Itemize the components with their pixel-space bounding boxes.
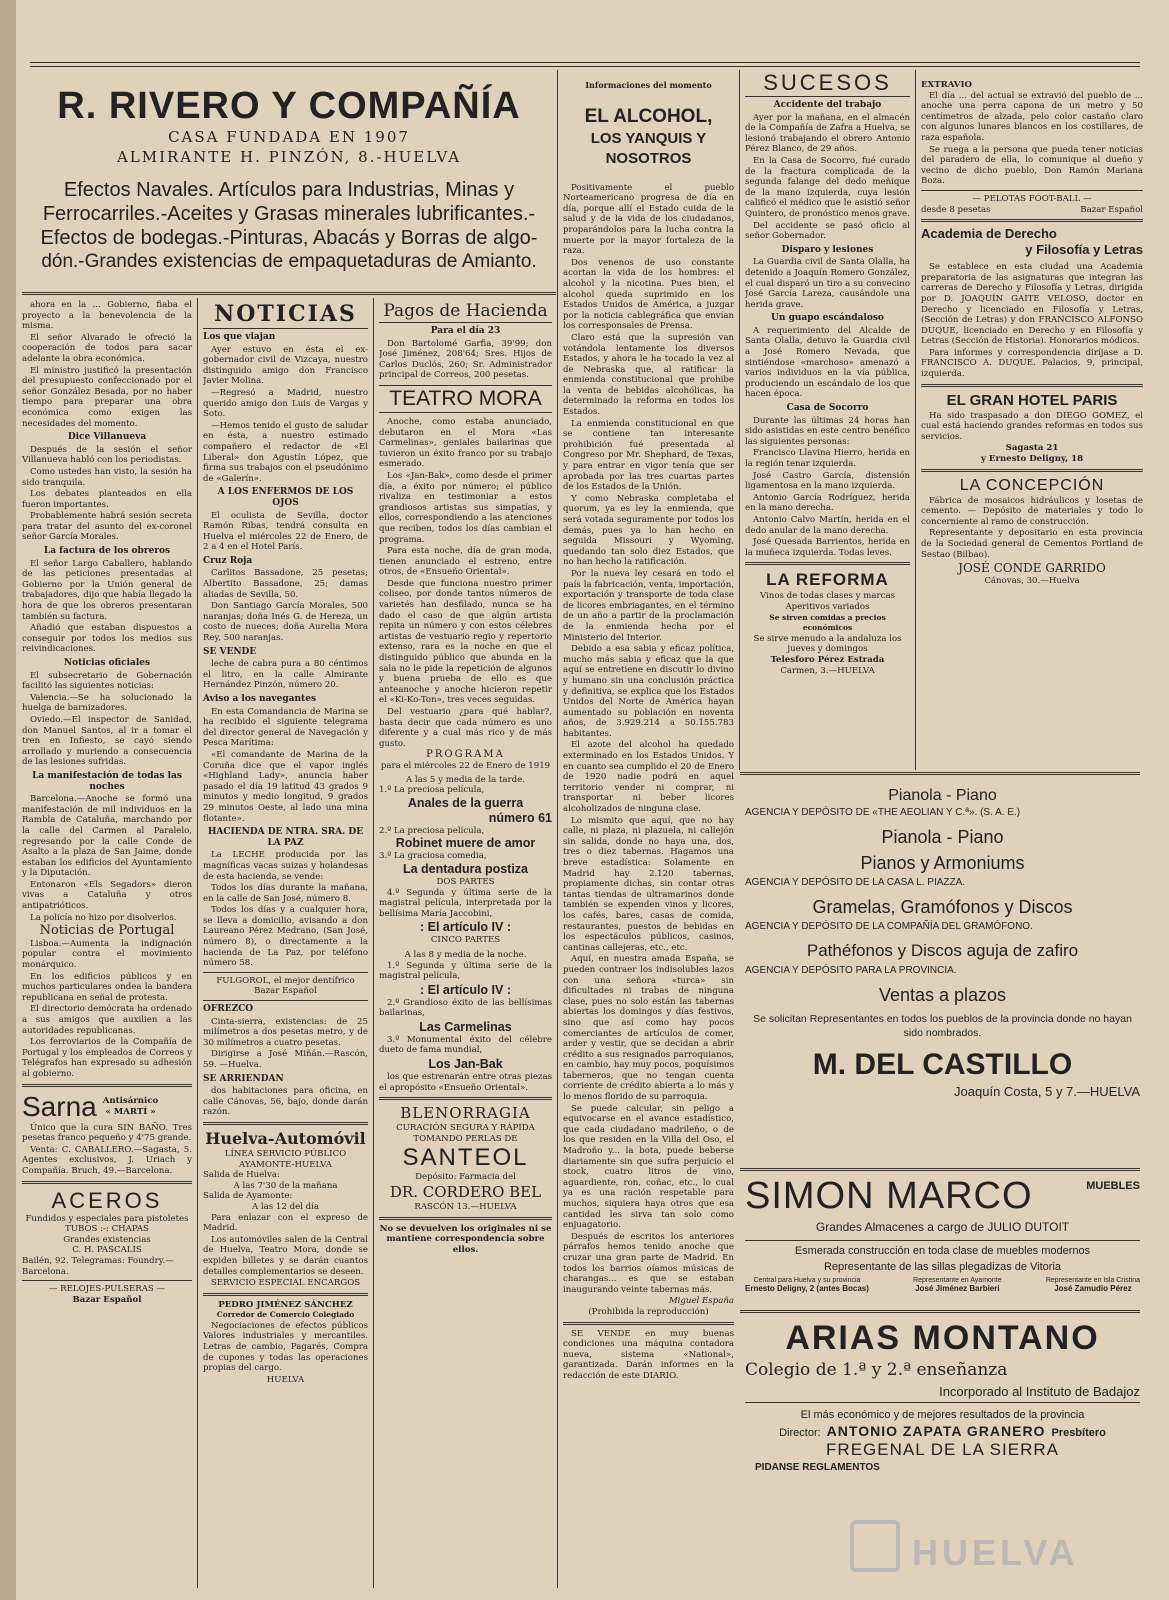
col5-h2: Disparo y lesiones: [781, 244, 874, 255]
reforma-ad: [745, 569, 910, 676]
col5-p3: Del accidente se pasó oficio al señor Gobernador.: [745, 220, 910, 242]
rivero-ad: [22, 84, 556, 284]
archive-watermark: [850, 1518, 1140, 1578]
col1-p7: Probablemente habrá sesión secreta para tratar del asunto del ex-coronel señor García Morales.: [22, 511, 192, 543]
col3-p7: los que estrenarán entre otras piezas el apropósito «Ensueño Oriental».: [379, 1072, 552, 1093]
col4-p1: Positivamente el pueblo Norteamericano progresa de día en día, porque allí el Estado cuida de la salud y de la vida de los ciudadanos, proparándolos para la lucha contra la muerte por la mayor fortaleza de la raza.: [563, 182, 734, 257]
arias-ad: [745, 1318, 1140, 1518]
col2-p10: La LECHE producida por las magníficas vacas suizas y holandesas de esta hacienda, se vende:: [203, 850, 368, 882]
top-rule: [30, 62, 1140, 67]
sarna-side2: « MARTÍ »: [105, 1106, 156, 1117]
item-6: 2.º Grandioso éxito de las bellísimas bailarinas,: [379, 997, 552, 1019]
aceros-ad: [22, 1188, 192, 1278]
auto-p1: Para enlazar con el expreso de Madrid.: [203, 1212, 368, 1234]
pjs-l2: HUELVA: [266, 1374, 305, 1385]
col1-p1: ahora en la ... Gobierno, fiaba el proyecto a la benevolencia de la misma.: [22, 300, 192, 332]
col2-h2: A LOS ENFERMOS DE LOS OJOS: [217, 487, 354, 508]
col2-p3: —Hemos tenido el gusto de saludar en ésta, a nuestro estimado compañero el redactor de «El Liberal» don Agustín López, que firma sus trabajos con el pseudónimo de «Galerín».: [203, 420, 368, 484]
col3-p1: Don Bartolomé Garfia, 39'99; don José Jiménez, 208'64; Sres. Hijos de Carlos Duclós, 260; Sr. Administrador principal de Correos, 200 pesetas.: [379, 338, 552, 381]
blen-l2: TOMANDO PERLAS DE: [413, 1133, 518, 1144]
col3-p4: Para esta noche, día de gran moda, tienen anunciado el estreno, entre otros, de «Ensueño Oriental».: [379, 546, 552, 578]
reforma-l6: Carmen, 3.—HUELVA: [780, 665, 875, 676]
pjs-p1: Negociaciones de efectos públicos Valores industriales y mercantiles. Letras de cambio, Pagarés, Compra de cupones y todas las operaciones propias del cargo.: [203, 1320, 368, 1374]
header-ad-bottom-rule: [22, 292, 556, 295]
col1-h2: La factura de los obreros: [43, 546, 171, 557]
col4-p9: Lo mismito que aquí, que no hay calle, ni plaza, ni plazuela, ni callejón sin salida, donde no haya una, dos, tres o diez tabernas. Hagamos una breve estadística: Solamente en Madrid hay 2.120 tabernas, propiamente dichas, sin contar otras tantas tiendas de ultramarinos donde también se expenden vinos y licores, los cafés, bares, casas de comida, restaurantes, puestos de bebidas en los espectáculos públicos, casinos, cantinas callejeras, etc., etc.: [563, 815, 734, 953]
blen-l5: DR. CORDERO BEL: [389, 1183, 542, 1202]
scan-margin: [0, 0, 16, 1600]
col1-p4: Después de la sesión el señor Villanueva habló con los periodistas.: [22, 444, 192, 466]
col2-p5: Carlitos Bassadone, 25 pesetas; Albertito Bassadone, 25; damas aliadas de Sevilla, 50.: [203, 568, 368, 600]
notice: No se devuelven los originales ni se mantiene correspondencia sobre ellos.: [379, 1223, 552, 1255]
rule-5: [915, 70, 916, 770]
film-3b: DOS PARTES: [436, 876, 495, 887]
blen-l1: CURACIÓN SEGURA Y RÁPIDA: [396, 1123, 535, 1134]
hotel-title: EL GRAN HOTEL PARIS: [946, 391, 1118, 409]
simon-l1: Esmerada construcción en toda clase de muebles modernos: [745, 1240, 1140, 1259]
arias-economico: El más económico y de mejores resultados de la provincia: [800, 1409, 1085, 1421]
col6-divider3: [921, 384, 1143, 387]
film-7: Los Jan-Bak: [428, 1057, 503, 1072]
arias-colegio: Colegio de 1.ª y 2.ª enseñanza: [745, 1360, 1008, 1380]
rep1-heading: Central para Huelva y su provincia: [753, 1277, 861, 1284]
rivero-founded: CASA FUNDADA EN 1907: [168, 128, 410, 146]
col4-author: Miguel España: [668, 1296, 734, 1307]
col1-p15: La policía no hizo por disolverlos.: [30, 912, 177, 923]
alcohol-title-1: EL ALCOHOL,: [584, 105, 713, 127]
film-1b: número 61: [488, 810, 552, 825]
col1-p14: Entonaron «Els Segadors» dieron vivas a Cataluña y otros antipatrióticos.: [22, 879, 192, 912]
extravio-title: EXTRAVIO: [921, 80, 972, 90]
fulgorol-sub: Bazar Español: [254, 986, 317, 997]
col1-divider: [22, 1084, 192, 1087]
rep2-heading: Representante en Ayamonte: [913, 1277, 1002, 1284]
column-5: [745, 70, 910, 770]
auto-title: Huelva-Automóvil: [205, 1128, 366, 1148]
col5-h1: Accidente del trabajo: [773, 100, 882, 110]
col1-h5: Noticias de Portugal: [39, 923, 175, 939]
reforma-l4: Se sirve menudo a la andaluza los jueves y domingos: [753, 633, 902, 655]
relojes-ad: — RELOJES-PULSERAS —: [48, 1284, 166, 1295]
col4-p10: Aquí, en nuestra amada España, se pueden contraer los indisolubles lazos con una señora «turca» sin dificultades ni trabas de ninguna clase, pues no solo están las tabernas abiertas los domingos y días festivos, sino que así como hay pocos comerciantes de artículos de comer, arder y vestir, que se decidan a abrir crédito a sus resignados parroquianos, en cambio, hay muy pocos, poquísimos taberneros, que no tengan cuenta corriente de crédito abierta a lo más y lo menos florido de su parroquia.: [563, 954, 734, 1103]
col1-p6: Los debates planteados en ella fueron importantes.: [22, 489, 192, 510]
auto-l7: SERVICIO ESPECIAL ENCARGOS: [210, 1278, 361, 1289]
col2-h1: Los que viajan: [203, 332, 276, 342]
col2-p4: El oculista de Sevilla, doctor Ramón Ribas, tendrá consulta en Huelva el miércoles 22 de Enero, de 2 a 4 en el Hotel París.: [203, 510, 368, 553]
col4-p8: El azote del alcohol ha quedado exterminado en los Estados Unidos. Y en cuanto sea cumplido el 20 de Enero de 1920 nadie podrá en aquel territorio vender ni comprar, ni transportar ni beber licores alcoholizados de ninguna clase.: [563, 740, 734, 815]
reforma-l5: Telesforo Pérez Estrada: [770, 654, 885, 665]
col2-p13: Cinta-sierra, existencias: de 25 milímetros a dos pesetas metro, y de 30 milímetros a cuatro pesetas.: [203, 1016, 368, 1048]
alcohol-kicker: Informaciones del momento: [585, 80, 712, 90]
piazza-ad: [745, 786, 1140, 1161]
col5-divider: [745, 562, 910, 565]
hotel-p: Ha sido traspasado a don DIEGO GOMEZ, el cual está haciendo grandes reformas en todos sus servicios.: [921, 410, 1143, 442]
col3-divider: [379, 1097, 552, 1100]
col2-p12: Todos los días y a cualquier hora, se lleva a domicilio, avisando a don Laureano Pérez Medrano, (San José, número 8), o directamente a la hacienda de La Paz, por teléfono número 58.: [203, 905, 368, 969]
col5-p7: Francisco Llavina Hierro, herida en la región tenar izquierda.: [745, 448, 910, 469]
col5-p5: A requerimiento del Alcalde de Santa Olalla, detuvo la Guardia civil a José Romero Nevada, que sintiéndose «marchoso» amenazó a varios individuos en la vía pública, produciendo un escándalo de los que hacen época.: [745, 325, 910, 400]
rep3-heading: Representante en Isla Cristina: [1045, 1277, 1140, 1284]
simon-l2: Representante de las sillas plegadizas de Vitoria: [823, 1261, 1062, 1273]
col5-p4: La Guardia civil de Santa Olalla, ha detenido a Joaquín Romero González, el cual disparó un tiro a su convecino José García Lareza, causándole una herida grave.: [745, 257, 910, 310]
col5-p10: Antonio Calvo Martín, herida en el dedo anular de la mano derecha.: [745, 514, 910, 536]
column-1: [22, 300, 192, 1590]
col2-p14: Dirigirse a José Miñán.—Rascón, 59. —Huelva.: [203, 1049, 368, 1070]
simon-muebles: MUEBLES: [1086, 1180, 1140, 1192]
academia-title-2: y Filosofía y Letras: [1025, 242, 1143, 258]
rivero-line1: Efectos Navales. Artículos para Industrias, Minas y: [63, 179, 515, 201]
academia-p1: Se establece en esta ciudad una Academia preparatoria de las asignaturas que integran las carreras de Derecho y Filosofía y Letras, dirigida por D. JOAQUÍN GAITE VELOSO, doctor en Derecho y licenciado en Filosofía y Letras, (Sección de Letras) y don FRANCISCO ALFONSO DUQUE, licenciado en Derecho y en Filosofía y Letras (Sección de Historia). Honorarios módicos.: [921, 262, 1143, 347]
session-1: A las 5 y media de la tarde.: [405, 774, 525, 785]
sarna-ad: [22, 1091, 192, 1177]
hotel-addr-1: Sagasta 21: [1005, 443, 1059, 454]
reforma-l3: Se sirven comidas a precios económicos: [769, 612, 886, 633]
pathe: Pathéfonos y Discos aguja de zafiro: [806, 941, 1079, 960]
col5-h4: Casa de Socorro: [786, 403, 869, 414]
programa-title: PROGRAMA: [426, 749, 505, 761]
rivero-line2: Ferrocarriles.-Aceites y Grasas minerales lubrificantes.-: [42, 203, 536, 225]
sarna-side1: Antisárnico: [102, 1095, 159, 1106]
session-2: A las 8 y media de la noche.: [404, 949, 527, 960]
col1-p2: El señor Alvarado le ofreció la cooperación de todos para sacar adelante la obra económica.: [22, 332, 192, 364]
director-title: Presbítero: [1051, 1427, 1106, 1439]
col6-p2: Se ruega a la persona que pueda tener noticias del paradero de ella, lo comunique al dueño y vecino de dicho pueblo, Don Ramón Mariana Boza.: [921, 144, 1143, 187]
rule-3: [557, 70, 558, 1588]
pjs-title: PEDRO JIMÉNEZ SÁNCHEZ: [218, 1299, 353, 1310]
castillo-rule: [740, 1168, 1140, 1171]
relojes-sub: Bazar Español: [72, 1294, 142, 1305]
film-3: La dentadura postiza: [402, 861, 529, 876]
col3-p6: Del vestuario ¿para qué hablar?, basta decir que cada número es uno diferente y a cual más rico y de más gusto.: [379, 707, 552, 749]
col3-p2: Anoche, como estaba anunciado, debutaron en el Mora «Las Carmelinas», geniales bailarinas que tuvieron un éxito franco por su trabajo esmerado.: [379, 416, 552, 470]
col2-divider2: [203, 1000, 368, 1001]
col1-p10: El subsecretario de Gobernación facilitó las siguientes noticias:: [22, 670, 192, 692]
col6-divider4: [921, 469, 1143, 472]
ventas: Ventas a plazos: [878, 985, 1007, 1005]
col3-p5: Desde que funciona nuestro primer coliseo, por donde tantos números de varietés han desfilado, nunca se ha dado el caso de que algún artista repita un número y con estos célebres artistas de vestuario regio y repertorio extenso, rara es la noche en que el distinguido público que abunda en la sala no le pide la repetición de algunos y buena prueba de ello es que anteanoche y anoche hicieron repetir el «Ki-Ko-Ton», tres veces seguidas.: [379, 578, 552, 706]
item-1: 1.º La preciosa película,: [379, 785, 485, 796]
col1-p3: El ministro justificó la presentación del presupuesto confeccionado por el señor González Besada, por no haber tiempo para preparar una obra económica como exigen las necesidades del momento.: [22, 365, 192, 429]
archive-watermark-icon: [850, 1520, 900, 1572]
film-5: : El artículo IV :: [420, 982, 511, 997]
col4-p5: Y como Nebraska completaba el quorum, ya es ley la enmienda, que será votada seguramente por todos los demás, pues ya lo han hecho en seguida Missouri y Wyoming, quedando tan solo diez Estados, que no han hecho la ratificación.: [563, 493, 734, 568]
fulgorol-ad: FULGOROL, el mejor dentífrico: [216, 975, 355, 986]
reforma-title: LA REFORMA: [766, 570, 889, 590]
col1-p9: Añadió que estaban dispuestos a conseguir por todos los medios sus reivindicaciones.: [22, 623, 192, 655]
pelotas-title: — PELOTAS FOOT-BALL —: [972, 193, 1092, 204]
col6-p1: El día ... del actual se extravió del pueblo de ... anoche una perra capona de un metro y 50 centímetros de alzada, pelo color castaño claro con algunos lunares blancos en los costillares, de raza española.: [921, 90, 1143, 143]
arias-fregenal: FREGENAL DE LA SIERRA: [826, 1440, 1059, 1459]
blen-title: BLENORRAGIA: [400, 1104, 531, 1123]
item-3: 3.º La graciosa comedia,: [379, 851, 487, 862]
col1-p17: En los edificios públicos y en muchos particulares ondea la bandera republicana en señal de protesta.: [22, 971, 192, 1003]
blen-l3: SANTEOL: [402, 1144, 529, 1172]
rule-2: [373, 298, 374, 1588]
teatro-title: TEATRO MORA: [379, 385, 552, 413]
director-name: ANTONIO ZAPATA GRANERO: [826, 1423, 1046, 1439]
pianos: Pianos y Armoniums: [860, 853, 1025, 873]
column-3: [379, 300, 552, 1590]
aceros-l2: TUBOS :-: CHAPAS: [65, 1224, 149, 1235]
pianola-1: Pianola - Piano: [888, 787, 997, 804]
col1-p11: Valencia.—Se ha solucionado la huelga de barnizadores.: [22, 692, 192, 714]
reforma-l2: Aperitivos variados: [785, 601, 870, 612]
concepcion-addr: Cánovas, 30.—Huelva: [984, 576, 1080, 587]
col1-p16: Lisboa.—Aumenta la indignación popular contra el movimiento monárquico.: [22, 938, 192, 971]
arias-title: ARIAS MONTANO: [785, 1319, 1100, 1357]
col2-h5: Aviso a los navegantes: [203, 694, 317, 704]
film-1: Anales de la guerra: [407, 795, 524, 810]
col3-p3: Los «Jan-Bak», como desde el primer día, a éxito por número; el público rivaliza en testimoniar a estos grandiosos artistas sus simpatías, y ellos, correspondiendo a las atenciones que reciben, todos los días cambian el programa.: [379, 470, 552, 545]
hotel-addr-2: y Ernesto Deligny, 18: [980, 454, 1084, 465]
col4-p4: La enmienda constitucional en que se contiene tan interesante prohibición fué presentada al Congreso por Mr. Shephard, de Texas, y para entrar en vigor tenía que ser aprobada por las tres cuartas partes de los Estados de la Unión.: [563, 418, 734, 493]
aceros-l5: Bailén, 92. Telegramas: Foundry.— Barcelona.: [22, 1255, 174, 1277]
col3-h1: Para el día 23: [430, 326, 501, 336]
gramelas: Gramelas, Gramófonos y Discos: [812, 897, 1073, 917]
pagos-title: Pagos de Hacienda: [379, 300, 552, 323]
auto-l5: Salida de Ayamonte:: [203, 1191, 293, 1202]
col5-p6: Durante las últimas 24 horas han sido asistidas en este centro benéfico las siguientes personas:: [745, 415, 910, 447]
col5-p8: José Castro García, distensión ligamentosa en la mano izquierda.: [745, 470, 910, 492]
sarna-p2: Venta: C. CABALLERO.—Sagasta, 5. Agentes exclusivos, J. Uriach y Compañía. Bruch, 49.—Barcelona.: [22, 1144, 192, 1176]
col2-p6: Don Santiago García Morales, 500 naranjas; doña Inés G. de Hereza, un costo de nueces; doña Aurelia Mora Rey, 500 naranjas.: [203, 601, 368, 644]
reforma-l1: Vinos de todas clases y marcas: [759, 591, 895, 602]
rivero-company: R. RIVERO Y COMPAÑÍA: [57, 85, 521, 127]
sucesos-title: SUCESOS: [745, 70, 910, 97]
col5-p2: En la Casa de Socorro, fué curado de la fractura complicada de la segunda falange del dedo meñique de la mano izquierda, cuya lesión calificó el médico que le asistió señor Quintero, de pronóstico menos grave.: [745, 155, 910, 219]
col4-p2: Dos venenos de uso constante acortan la vida de los hombres: el alcohol y la nicotina. Pues bien, el alcohol queda suprimido en los Estados Unidos de América, a juzgar por la noticia cablegráfica que envían los corresponsales de Prensa.: [563, 257, 734, 332]
col2-h7: OFREZCO: [203, 1004, 254, 1015]
column-2: [203, 300, 368, 1590]
col1-p12: Oviedo.—El inspector de Sanidad, don Manuel Santos, al ir a tomar el tren en Infiesto, se cayó siendo arrollado y muriendo a consecuencia de las lesiones sufridas.: [22, 714, 192, 768]
col1-p18: El directorio demócrata ha ordenado a sus amigos que auxilien a las autoridades republicanas.: [22, 1004, 192, 1036]
sarna-title: Sarna: [22, 1090, 97, 1122]
col4-divider: [563, 1322, 734, 1325]
col5-h3: Un guapo escándaloso: [771, 313, 884, 324]
col5-p9: Antonio García Rodríguez, herida en la mano derecha.: [745, 492, 910, 514]
col2-divider4: [203, 1293, 368, 1296]
solicitan: Se solicitan Representantes en todos los pueblos de la provincia donde no hayan sido nombrados.: [753, 1013, 1132, 1039]
col2-p11: Todos los días durante la mañana, en la calle de San José, número 8.: [203, 883, 368, 904]
col1-p5: Como ustedes han visto, la sesión ha sido tranquila.: [22, 466, 192, 488]
col2-h3: Cruz Roja: [203, 555, 253, 566]
column-6: [921, 80, 1143, 770]
col4-sevende: SE VENDE en muy buenas condiciones una máquina contadora nueva, sistema «National», garantizada. Darán informes en la redacción de este DIARIO.: [563, 1328, 734, 1381]
pjs-ad: [203, 1300, 368, 1386]
watermark-text: HUELVA: [912, 1532, 1079, 1573]
aceros-l1: Fundidos y especiales para pistoletes: [25, 1213, 189, 1224]
auto-l2: AYAMONTE-HUELVA: [238, 1159, 333, 1170]
academia-p2: Para informes y correspondencia diríjase a D. FRANCISCO A. DUQUE. Palacios, 9, principal, izquierda.: [921, 347, 1143, 380]
aceros-title: ACEROS: [51, 1187, 163, 1213]
agency-3: AGENCIA Y DEPÓSITO DE LA COMPAÑÍA DEL GRAMÓFONO.: [745, 921, 1033, 932]
alcohol-title-2: LOS YANQUIS Y NOSOTROS: [590, 129, 707, 167]
column-4: [563, 80, 734, 1588]
auto-l1: LÍNEA SERVICIO PÚBLICO: [224, 1148, 347, 1159]
rep3: José Zamudio Pérez: [1054, 1284, 1132, 1293]
simon-ad: [745, 1174, 1140, 1342]
film-4b: CINCO PARTES: [430, 935, 501, 946]
auto-p2: Los automóviles salen de la Central de Huelva, Teatro Mora, donde se expiden billetes y se darán cuantos detalles complementarios se deseen.: [203, 1234, 368, 1277]
blenorragia-ad: [379, 1104, 552, 1212]
blen-l6: RASCÓN 13.—HUELVA: [414, 1202, 517, 1213]
col4-p7: Debido a esa sabia y eficaz política, mucho más sabia y eficaz que la que aquí se entretiene en discutir lo divino y humano sin una conclusión práctica y definitiva, se explica que los Estados Unidos del Norte de América hayan aumentado su población en noventa años, de 3.929.214 a 50.155.783 habitantes.: [563, 644, 734, 739]
pelotas-store: Bazar Español: [1080, 204, 1143, 215]
rep2: José Jiménez Barbieri: [915, 1284, 1000, 1293]
simon-title: SIMON MARCO: [745, 1175, 1033, 1217]
agency-4: AGENCIA Y DEPÓSITO PARA LA PROVINCIA.: [745, 965, 957, 976]
pjs-l1: Corredor de Comercio Colegiado: [216, 1310, 355, 1320]
col4-repro: (Prohibida la reproducción): [588, 1306, 709, 1317]
pelotas-price: desde 8 pesetas: [921, 204, 991, 215]
castillo-name: M. DEL CASTILLO: [812, 1048, 1073, 1081]
director-label: Director:: [779, 1427, 821, 1439]
sarna-p1: Único que la cura SIN BAÑO. Tres pesetas franco pequeño y 4'75 grande.: [22, 1122, 192, 1144]
col1-h4: La manifestación de todas las noches: [32, 770, 182, 792]
col2-h8: SE ARRIENDAN: [203, 1073, 284, 1084]
item-5: 1.º Segunda y última serie de la magistral película,: [379, 960, 552, 982]
col6-divider2: [921, 219, 1143, 222]
rivero-line3: Efectos de bodegas.-Pinturas, Abacás y Borras de algo-: [40, 227, 538, 249]
auto-l3: Salida de Huelva:: [203, 1170, 280, 1181]
col2-p2: —Regresó a Madrid, nuestro querido amigo don Luis de Vargas y Soto.: [203, 387, 368, 420]
noticias-title: NOTICIAS: [203, 300, 368, 329]
rule-4: [739, 70, 740, 770]
rep1: Ernesto Deligny, 2 (antes Bocas): [745, 1284, 869, 1293]
col2-divider3: [203, 1122, 368, 1125]
right-ads-top-rule: [740, 772, 1140, 775]
col1-p13: Barcelona.—Anoche se formó una manifestación de mil individuos en la Rambla de Cataluña, marchando por la calle del Carmen al Paralelo, regresando por la calle Conde de Asalto a la plaza de San Jaime, donde estaban los edificios del Ayuntamiento y la Diputación.: [22, 794, 192, 879]
col1-p8: El señor Largo Caballero, hablando de las peticiones presentadas al Gobierno por la Unión general de trabajadores, dijo que había llegado la hora de que los obreros presentaran también su factura.: [22, 558, 192, 622]
col1-divider3: [22, 1280, 192, 1281]
concepcion-name: JOSÉ CONDE GARRIDO: [958, 561, 1106, 576]
concepcion-p2: Representante y depositario en esta provincia de la Sociedad general de Cementos Portland de Sestao (Bilbao).: [921, 528, 1143, 560]
rivero-address: ALMIRANTE H. PINZÓN, 8.-HUELVA: [116, 148, 462, 166]
col2-divider1: [203, 972, 368, 973]
castillo-addr: Joaquín Costa, 5 y 7.—HUELVA: [954, 1084, 1140, 1099]
col1-h3: Noticias oficiales: [63, 658, 151, 668]
col2-p15: dos habitaciones para oficina, en calle Cánovas, 56, bajo, donde darán razón.: [203, 1086, 368, 1118]
programa-date: para el miércoles 22 de Enero de 1919: [380, 760, 551, 771]
arias-incorporado: Incorporado al Instituto de Badajoz: [745, 1382, 1140, 1403]
auto-l6: A las 12 del día: [251, 1201, 320, 1212]
col4-p3: Claro está que la supresión van votándola lentamente los diversos Estados, y ahora le ha tocado la vez al de Nebraska que, al ratificar la enmienda constitucional que prohibe la venta de bebidas alcohólicas, ha determinado la reforma en todos los Estados.: [563, 332, 734, 418]
col4-p11: Se puede calcular, sin peligo a equivocarse en el avance estadístico, que cada ciudadano madrileño, o de los que residen en la Villa del Oso, el Madroño y... la bota, puede beberse diariamente sin que sufra perjuicio el stock, cuatro litros de vino, aguardiente, ron, coñac, etc., lo cual ya es una ración respetable para muchos, siquiera haya otros que esa cantidad les sirva tan solo como enjuagatorio.: [563, 1103, 734, 1231]
concepcion-title: LA CONCEPCIÓN: [959, 476, 1105, 494]
concepcion-p1: Fábrica de mosaicos hidráulicos y losetas de cemento. — Depósito de materiales y todo lo concerniente al ramo de construcción.: [921, 495, 1143, 527]
col1-h1: Dice Villanueva: [67, 432, 147, 443]
arias-pidanse: PIDANSE REGLAMENTOS: [755, 1462, 880, 1473]
col2-p9: «El comandante de Marina de la Coruña dice que el vapor inglés «Highland Lady», anuncia haber pasado el día 19 latitud 43 grados 9 minutos y medio longitud, 9 grados 29 minutos Oeste, al lado una mina flotante».: [203, 749, 368, 824]
col2-h4: SE VENDE: [203, 646, 257, 657]
item-7: 3.º Monumental éxito del célebre dueto de fama mundial,: [379, 1034, 552, 1056]
rule-1: [197, 298, 198, 1588]
col4-p12: Después de escritos los anteriores párrafos hemos tenido anoche que cruzar una gran parte de Madrid. En todos los barrios oíamos músicas de charangas... es que se estaban inaugurando veinte tabernas más.: [563, 1231, 734, 1295]
pianola-2: Pianola - Piano: [881, 827, 1004, 847]
col6-divider1: [921, 190, 1143, 191]
col1-divider2: [22, 1181, 192, 1184]
col2-p1: Ayer estuvo en ésta el ex-gobernador civil de Vizcaya, nuestro distinguido amigo don Francisco Javier Molina.: [203, 344, 368, 387]
simon-rule: [740, 1310, 1140, 1313]
col1-p19: Los ferroviarios de la Compañía de Portugal y los empleados de Correos y Telégrafos han expresado su adhesión al gobierno.: [22, 1037, 192, 1079]
agency-1: AGENCIA Y DEPÓSITO DE «THE AEOLIAN Y C.ª». (S. A. E.): [745, 807, 1021, 818]
item-4: 4.º Segunda y última serie de la magistral película, interpretada por la bellísima María Jaccobini,: [379, 887, 552, 919]
film-4: : El artículo IV :: [420, 920, 511, 935]
rivero-line4: dón.-Grandes existencias de empaquetaduras de Amianto.: [41, 251, 537, 272]
col3-divider2: [379, 1217, 552, 1220]
film-2: Robinet muere de amor: [395, 836, 536, 851]
col5-p11: José Quesada Barrientos, herida en la muñeca izquierda. Todas leves.: [745, 537, 910, 558]
film-6: Las Carmelinas: [419, 1019, 512, 1034]
col2-p8: En esta Comandancia de Marina se ha recibido el siguiente telegrama del director general de Navegación y Pesca Marítima:: [203, 706, 368, 749]
col2-h6: HACIENDA DE NTRA. SRA. DE LA PAZ: [207, 827, 364, 848]
agency-2: AGENCIA Y DEPÓSITO DE LA CASA L. PIAZZA.: [745, 877, 966, 888]
item-2: 2.º La preciosa película,: [379, 825, 485, 836]
academia-title-1: Academia de Derecho: [921, 226, 1057, 242]
auto-ad: [203, 1129, 368, 1289]
simon-sub: Grandes Almacenes a cargo de JULIO DUTOIT: [815, 1220, 1070, 1234]
col4-p6: Por la nueva ley cesará en todo el país la fabricación, venta, importación, exportación y transporte de toda clase de licores embriagantes, en el término de un año a partir de la proclamación de la enmienda hecha por el Ministerio del Interior.: [563, 568, 734, 643]
aceros-l4: C. H. PASCALIS: [72, 1245, 142, 1256]
auto-l4: A las 7'30 de la mañana: [233, 1180, 338, 1191]
aceros-l3: Grandes existencias: [63, 1234, 151, 1245]
col5-p1: Ayer por la mañana, en el almacén de la Compañía de Zafra a Huelva, se lesionó trabajando el obrero Antonio Pérez Blanco, de 29 años.: [745, 112, 910, 155]
blen-l4: Depósito: Farmacia del: [415, 1172, 516, 1183]
col2-p7: leche de cabra pura a 80 céntimos el litro, en la calle Almirante Hernández Pinzón, número 20.: [203, 659, 368, 691]
